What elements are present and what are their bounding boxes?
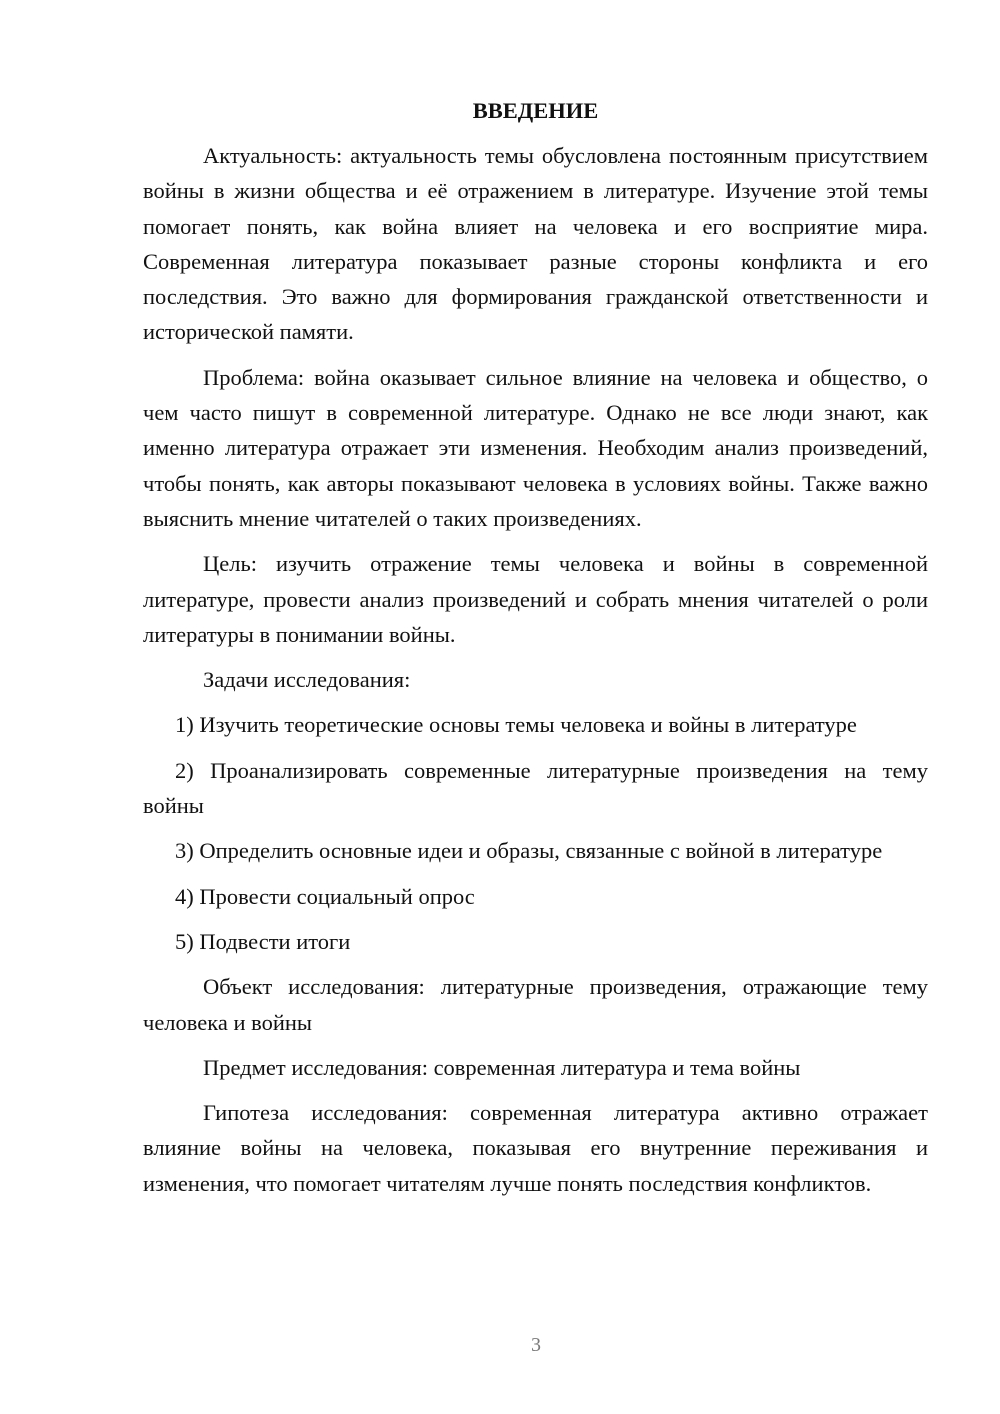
task-item-5: 5) Подвести итоги	[175, 928, 351, 954]
goal-paragraph: Цель: изучить отражение темы человека и войны в современной литературе, провести анализ произведений и собрать мнения читателей о роли литературы в понимании войны.	[143, 551, 928, 647]
tasks-title: Задачи исследования:	[203, 667, 411, 693]
page-number: 3	[531, 1334, 541, 1356]
task-item-3: 3) Определить основные идеи и образы, связанные с войной в литературе	[175, 838, 883, 864]
task-item-4: 4) Провести социальный опрос	[175, 883, 475, 909]
problem-paragraph: Проблема: война оказывает сильное влияние на человека и общество, о чем часто пишут в современной литературе. Однако не все люди знают, как именно литература отражает эти изменения. Необходим анализ произведений, чтобы понять, как авторы показывают человека в условиях войны. Также важно выяснить мнение читателей о таких произведениях.	[143, 364, 928, 531]
page-content	[143, 96, 928, 1211]
relevance-paragraph: Актуальность: актуальность темы обусловлена постоянным присутствием войны в жизни общества и её отражением в литературе. Изучение этой темы помогает понять, как война влияет на человека и его восприятие мира. Современная литература показывает разные стороны конфликта и его последствия. Это важно для формирования гражданской ответственности и исторической памяти.	[143, 143, 928, 345]
task-item-2: 2) Проанализировать современные литературные произведения на тему войны	[143, 757, 928, 819]
task-item-1: 1) Изучить теоретические основы темы человека и войны в литературе	[175, 712, 857, 738]
object-paragraph: Объект исследования: литературные произведения, отражающие тему человека и войны	[143, 974, 928, 1035]
hypothesis-paragraph: Гипотеза исследования: современная литература активно отражает влияние войны на человека, показывая его внутренние переживания и изменения, что помогает читателям лучше понять последствия конфликтов.	[143, 1100, 928, 1196]
section-heading: ВВЕДЕНИЕ	[472, 98, 599, 123]
subject-paragraph: Предмет исследования: современная литература и тема войны	[203, 1054, 801, 1080]
